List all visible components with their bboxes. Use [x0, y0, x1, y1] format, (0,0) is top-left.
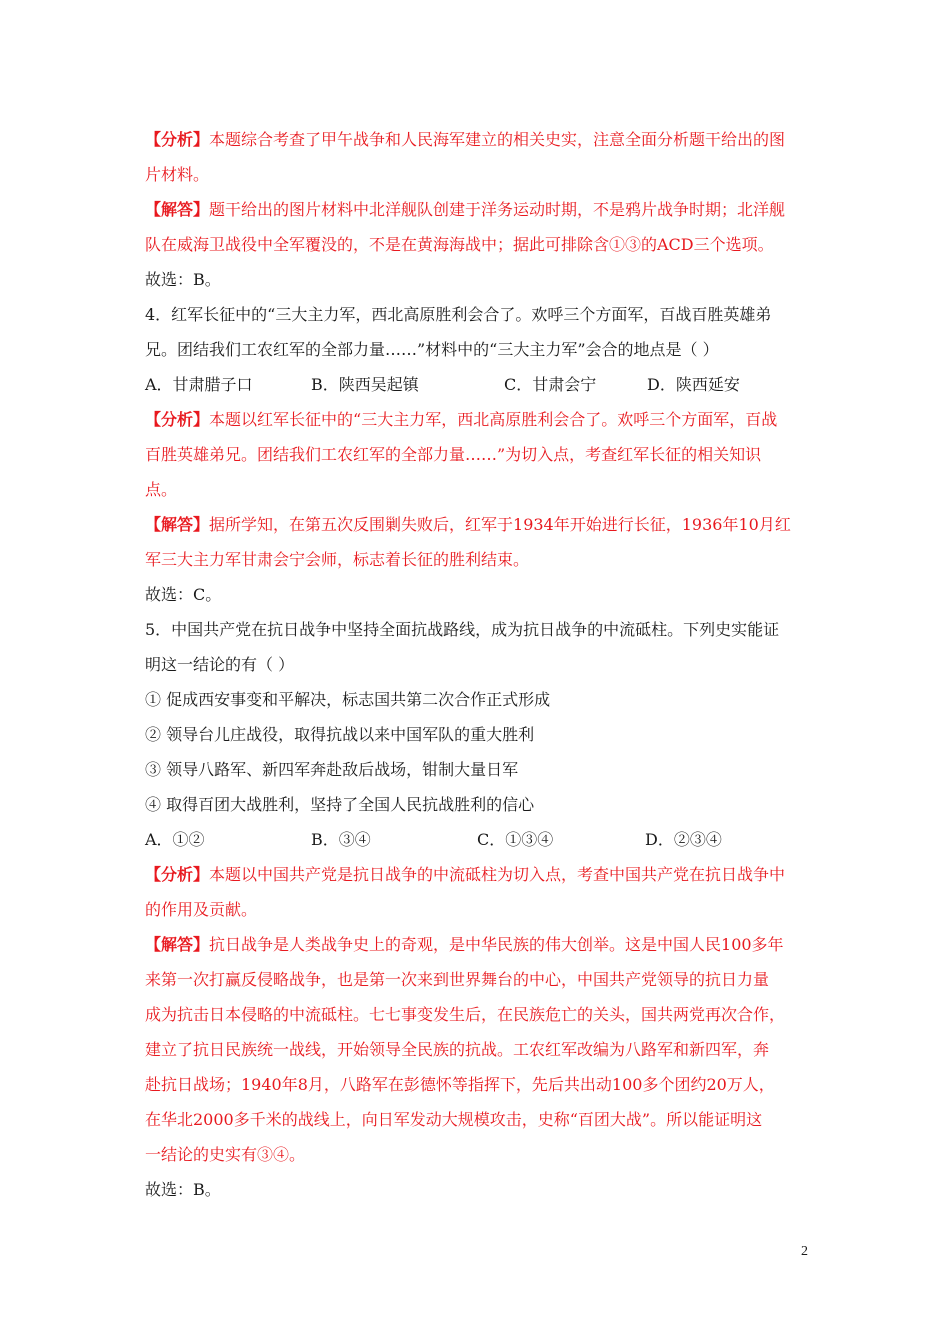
- q4-analysis-line-1: 【分析】本题以红军长征中的“三大主力军，西北高原胜利会合了。欢呼三个方面军，百战: [145, 410, 778, 429]
- analysis-label: 【分析】: [145, 410, 210, 429]
- answer-label: 【解答】: [145, 935, 210, 954]
- q5-stem: [145, 612, 815, 682]
- q5-stem-line-2: 明这一结论的有（ ）: [145, 655, 295, 674]
- q5-choice: 故选：B。: [145, 1180, 221, 1199]
- q4-analysis-line-3: 点。: [145, 480, 178, 499]
- q3-analysis-line-1: 【分析】本题综合考查了甲午战争和人民海军建立的相关史实，注意全面分析题干给出的图: [145, 130, 786, 149]
- q5-analysis-line-1: 【分析】本题以中国共产党是抗日战争的中流砥柱为切入点，考查中国共产党在抗日战争中: [145, 865, 786, 884]
- q3-answer-line-2: 队在威海卫战役中全军覆没的，不是在黄海海战中；据此可排除含①③的ACD三个选项。: [145, 235, 774, 254]
- q5-answer-line-3: 成为抗击日本侵略的中流砥柱。七七事变发生后，在民族危亡的关头，国共两党再次合作，: [145, 1005, 786, 1024]
- q3-analysis: [145, 122, 815, 192]
- q3-analysis-line-2: 片材料。: [145, 165, 210, 184]
- q4-answer: [145, 507, 815, 577]
- q5-answer-line-4: 建立了抗日民族统一战线，开始领导全民族的抗战。工农红军改编为八路军和新四军，奔: [145, 1040, 770, 1059]
- q4-stem: [145, 297, 815, 367]
- q5-answer-line-7: 一结论的史实有③④。: [145, 1145, 306, 1164]
- q4-option-a: A．甘肃腊子口: [145, 375, 253, 394]
- analysis-label: 【分析】: [145, 865, 210, 884]
- page-number: 2: [801, 1244, 808, 1259]
- q5-statement-1: ① 促成西安事变和平解决，标志国共第二次合作正式形成: [145, 690, 551, 709]
- q4-choice: 故选：C。: [145, 585, 222, 604]
- q5-option-b: B．③④: [311, 830, 371, 849]
- q5-answer-line-1: 【解答】抗日战争是人类战争史上的奇观，是中华民族的伟大创举。这是中国人民100多年: [145, 935, 784, 954]
- q5-answer: [145, 927, 815, 1172]
- q4-options: [145, 367, 815, 402]
- q4-option-d: D．陕西延安: [647, 375, 740, 394]
- q4-answer-line-2: 军三大主力军甘肃会宁会师，标志着长征的胜利结束。: [145, 550, 530, 569]
- q4-answer-line-1: 【解答】据所学知，在第五次反围剿失败后，红军于1934年开始进行长征，1936年10月红: [145, 515, 791, 534]
- q5-statement-2: ② 领导台儿庄战役，取得抗战以来中国军队的重大胜利: [145, 725, 535, 744]
- q5-answer-line-5: 赴抗日战场；1940年8月，八路军在彭德怀等指挥下，先后共出动100多个团约20万人，: [145, 1075, 775, 1094]
- answer-label: 【解答】: [145, 200, 210, 219]
- q5-answer-line-6: 在华北2000多千米的战线上，向日军发动大规模攻击，史称“百团大战”。所以能证明这: [145, 1110, 763, 1129]
- q5-statement-3: ③ 领导八路军、新四军奔赴敌后战场，钳制大量日军: [145, 760, 519, 779]
- q5-statements: [145, 682, 815, 822]
- q5-answer-line-2: 来第一次打赢反侵略战争，也是第一次来到世界舞台的中心，中国共产党领导的抗日力量: [145, 970, 770, 989]
- q5-statement-4: ④ 取得百团大战胜利，坚持了全国人民抗战胜利的信心: [145, 795, 535, 814]
- q4-option-b: B．陕西吴起镇: [311, 375, 419, 394]
- q5-option-c: C．①③④: [477, 830, 554, 849]
- analysis-label: 【分析】: [145, 130, 210, 149]
- document-page: [145, 122, 815, 1207]
- answer-label: 【解答】: [145, 515, 210, 534]
- q3-choice: 故选：B。: [145, 270, 221, 289]
- q3-answer: [145, 192, 815, 262]
- q5-stem-line-1: 5．中国共产党在抗日战争中坚持全面抗战路线，成为抗日战争的中流砥柱。下列史实能证: [145, 620, 780, 639]
- q5-options: [145, 822, 815, 857]
- q5-analysis-line-2: 的作用及贡献。: [145, 900, 258, 919]
- q5-analysis: [145, 857, 815, 927]
- q5-option-a: A．①②: [145, 830, 205, 849]
- q4-option-c: C．甘肃会宁: [504, 375, 597, 394]
- q3-answer-line-1: 【解答】题干给出的图片材料中北洋舰队创建于洋务运动时期，不是鸦片战争时期；北洋舰: [145, 200, 786, 219]
- q4-stem-line-2: 兄。团结我们工农红军的全部力量……”材料中的“三大主力军”会合的地点是（ ）: [145, 340, 719, 359]
- q5-option-d: D．②③④: [645, 830, 722, 849]
- q4-analysis-line-2: 百胜英雄弟兄。团结我们工农红军的全部力量……”为切入点，考查红军长征的相关知识: [145, 445, 762, 464]
- q4-stem-line-1: 4．红军长征中的“三大主力军，西北高原胜利会合了。欢呼三个方面军，百战百胜英雄弟: [145, 305, 772, 324]
- q4-analysis: [145, 402, 815, 507]
